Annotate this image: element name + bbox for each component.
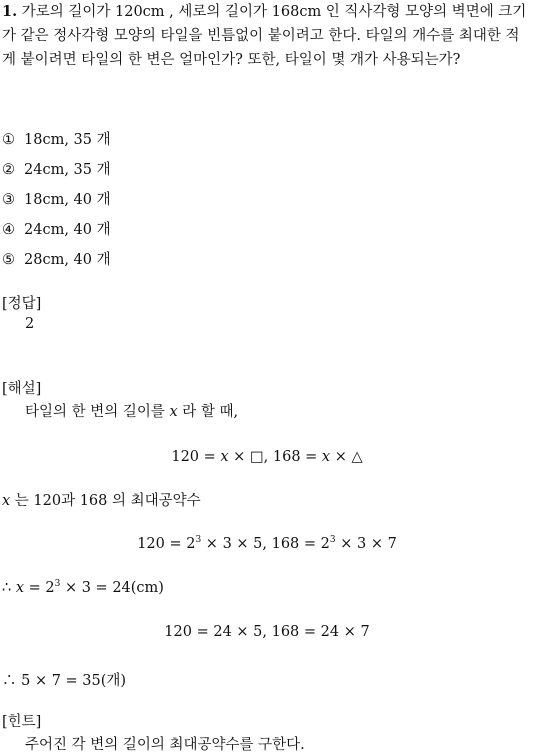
question-body: 가로의 길이가 120cm , 세로의 길이가 168cm 인 직사각형 모양의 벽면에 크기가 같은 정사각형 모양의 타일을 빈틈없이 붙이려고 한다. 타일의 개수를 최대한 적게 붙이려면 타일의 한 변은 얼마인가? 또한, 타일이 몇 개가 사용되는가? [2, 4, 527, 68]
question-number: 1. [2, 3, 18, 20]
variable-x: x [321, 449, 331, 465]
option-text: 24cm, 35 개 [24, 162, 111, 178]
option-3[interactable] [2, 188, 111, 209]
option-5[interactable] [2, 248, 111, 269]
variable-x: x [15, 580, 25, 596]
solution-intro [25, 400, 238, 421]
result-part-c: × 3 = 24(cm) [60, 580, 164, 596]
result-part-b: = 2 [24, 580, 55, 596]
option-text: 18cm, 40 개 [24, 192, 111, 208]
option-text: 28cm, 40 개 [24, 252, 111, 268]
equation-2 [0, 536, 534, 552]
option-4[interactable] [2, 218, 111, 239]
variable-x: x [220, 449, 229, 465]
option-mark: ① [2, 132, 15, 148]
equation-3: 120 = 24 × 5, 168 = 24 × 7 [164, 624, 370, 640]
result-tile-count: ∴ 5 × 7 = 35(개) [2, 673, 127, 689]
therefore-symbol: ∴ [2, 580, 16, 596]
solution-label: [해설] [2, 381, 42, 397]
gcd-statement [2, 489, 201, 510]
question-text [2, 0, 532, 72]
solution-intro-text-b: 라 할 때, [177, 404, 239, 420]
answer-value: 2 [25, 316, 35, 332]
eq2-part-a: 120 = 2 [137, 536, 196, 552]
option-mark: ⑤ [2, 252, 15, 268]
gcd-statement-text: 는 120과 168 의 최대공약수 [10, 493, 201, 509]
eq1-part-c: × △ [330, 449, 363, 465]
option-text: 24cm, 40 개 [24, 222, 111, 238]
option-mark: ③ [2, 192, 15, 208]
eq2-part-b: × 3 × 5, 168 = 2 [201, 536, 330, 552]
answer-label: [정답] [2, 296, 42, 312]
option-mark: ② [2, 162, 15, 178]
exponent: 3 [195, 535, 202, 545]
eq1-part-b: × □, 168 = [228, 449, 322, 465]
exponent: 3 [54, 579, 61, 589]
option-1[interactable] [2, 128, 111, 149]
hint-text: 주어진 각 변의 길이의 최대공약수를 구한다. [25, 737, 305, 753]
hint-label: [힌트] [2, 714, 42, 730]
equation-1 [0, 449, 534, 465]
solution-intro-text-a: 타일의 한 변의 길이를 [25, 404, 170, 420]
variable-x: x [169, 404, 178, 420]
option-2[interactable] [2, 158, 111, 179]
variable-x: x [2, 493, 11, 509]
option-text: 18cm, 35 개 [24, 132, 111, 148]
eq1-part-a: 120 = [171, 449, 221, 465]
eq2-part-c: × 3 × 7 [335, 536, 397, 552]
result-side-length [2, 580, 164, 596]
exponent: 3 [329, 535, 336, 545]
option-mark: ④ [2, 222, 15, 238]
